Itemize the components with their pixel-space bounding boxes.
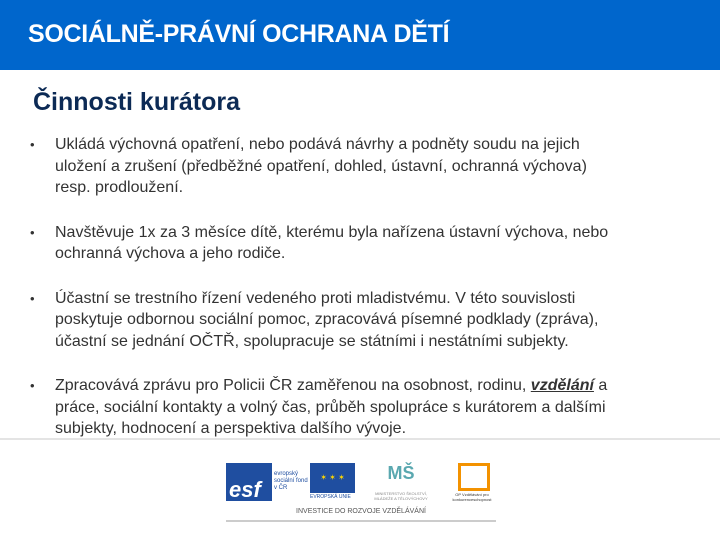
bullet-icon: • <box>30 290 35 306</box>
slide-title: Činnosti kurátora <box>33 88 240 116</box>
bullet-text: subjekty, hodnocení a perspektiva dalšího vývoje. <box>55 420 407 437</box>
bullet-text: Účastní se trestního řízení vedeného proti mladistvému. V této souvislosti <box>55 289 576 307</box>
bullet-text: resp. prodloužení. <box>55 179 184 196</box>
op-vk-logo: OP Vzdělávání pro konkurenceschopnost <box>448 463 496 501</box>
divider <box>0 438 720 440</box>
bullet-icon: • <box>30 378 35 393</box>
slide-header-title: SOCIÁLNĚ-PRÁVNÍ OCHRANA DĚTÍ <box>28 20 450 48</box>
bullet-text: Navštěvuje 1x za 3 měsíce dítě, kterému byla nařízena ústavní výchova, nebo <box>55 223 609 241</box>
emphasized-word: vzdělání <box>530 377 594 394</box>
header-bar <box>0 0 720 70</box>
esf-logo: esf evropský sociální fond v ČR <box>226 463 306 501</box>
bullet-icon: • <box>30 137 35 152</box>
bullet-item <box>30 134 700 199</box>
bullet-text: uložení a zrušení (předběžné opatření, dohled, ústavní, ochranná výchova) <box>55 157 587 175</box>
bullet-text: účastní se jednání OČTŘ, spolupracuje se státními i nestátními subjekty. <box>55 332 569 350</box>
footer-fineprint <box>226 520 496 522</box>
eu-flag-logo: ✶ ✶ ✶ EVROPSKÁ UNIE <box>310 463 355 501</box>
bullet-item <box>30 222 700 265</box>
bullet-text: ochranná výchova a jeho rodiče. <box>55 245 286 262</box>
footer-logos <box>226 463 496 529</box>
bullet-text: Zpracovává zprávu pro Policii ČR zaměřenou na osobnost, rodinu, <box>55 377 531 394</box>
bullet-text: Ukládá výchovná opatření, nebo podává návrhy a podněty soudu na jejich <box>55 136 580 153</box>
bullet-item <box>30 375 700 440</box>
bullet-text: a <box>593 377 608 394</box>
msmt-logo: MŠ MINISTERSTVO ŠKOLSTVÍ, MLÁDEŽE A TĚLOVÝCHOVY <box>374 463 428 501</box>
bullet-text: poskytuje odbornou sociální pomoc, zpracovává písemné podklady (zpráva), <box>55 311 599 328</box>
bullet-icon: • <box>30 224 35 240</box>
bullet-item <box>30 288 700 353</box>
bullet-list <box>30 134 700 463</box>
bullet-text: práce, sociální kontakty a volný čas, průběh spolupráce s kurátorem a dalšími <box>55 398 606 416</box>
footer-slogan: INVESTICE DO ROZVOJE VZDĚLÁVÁNÍ <box>296 508 426 515</box>
